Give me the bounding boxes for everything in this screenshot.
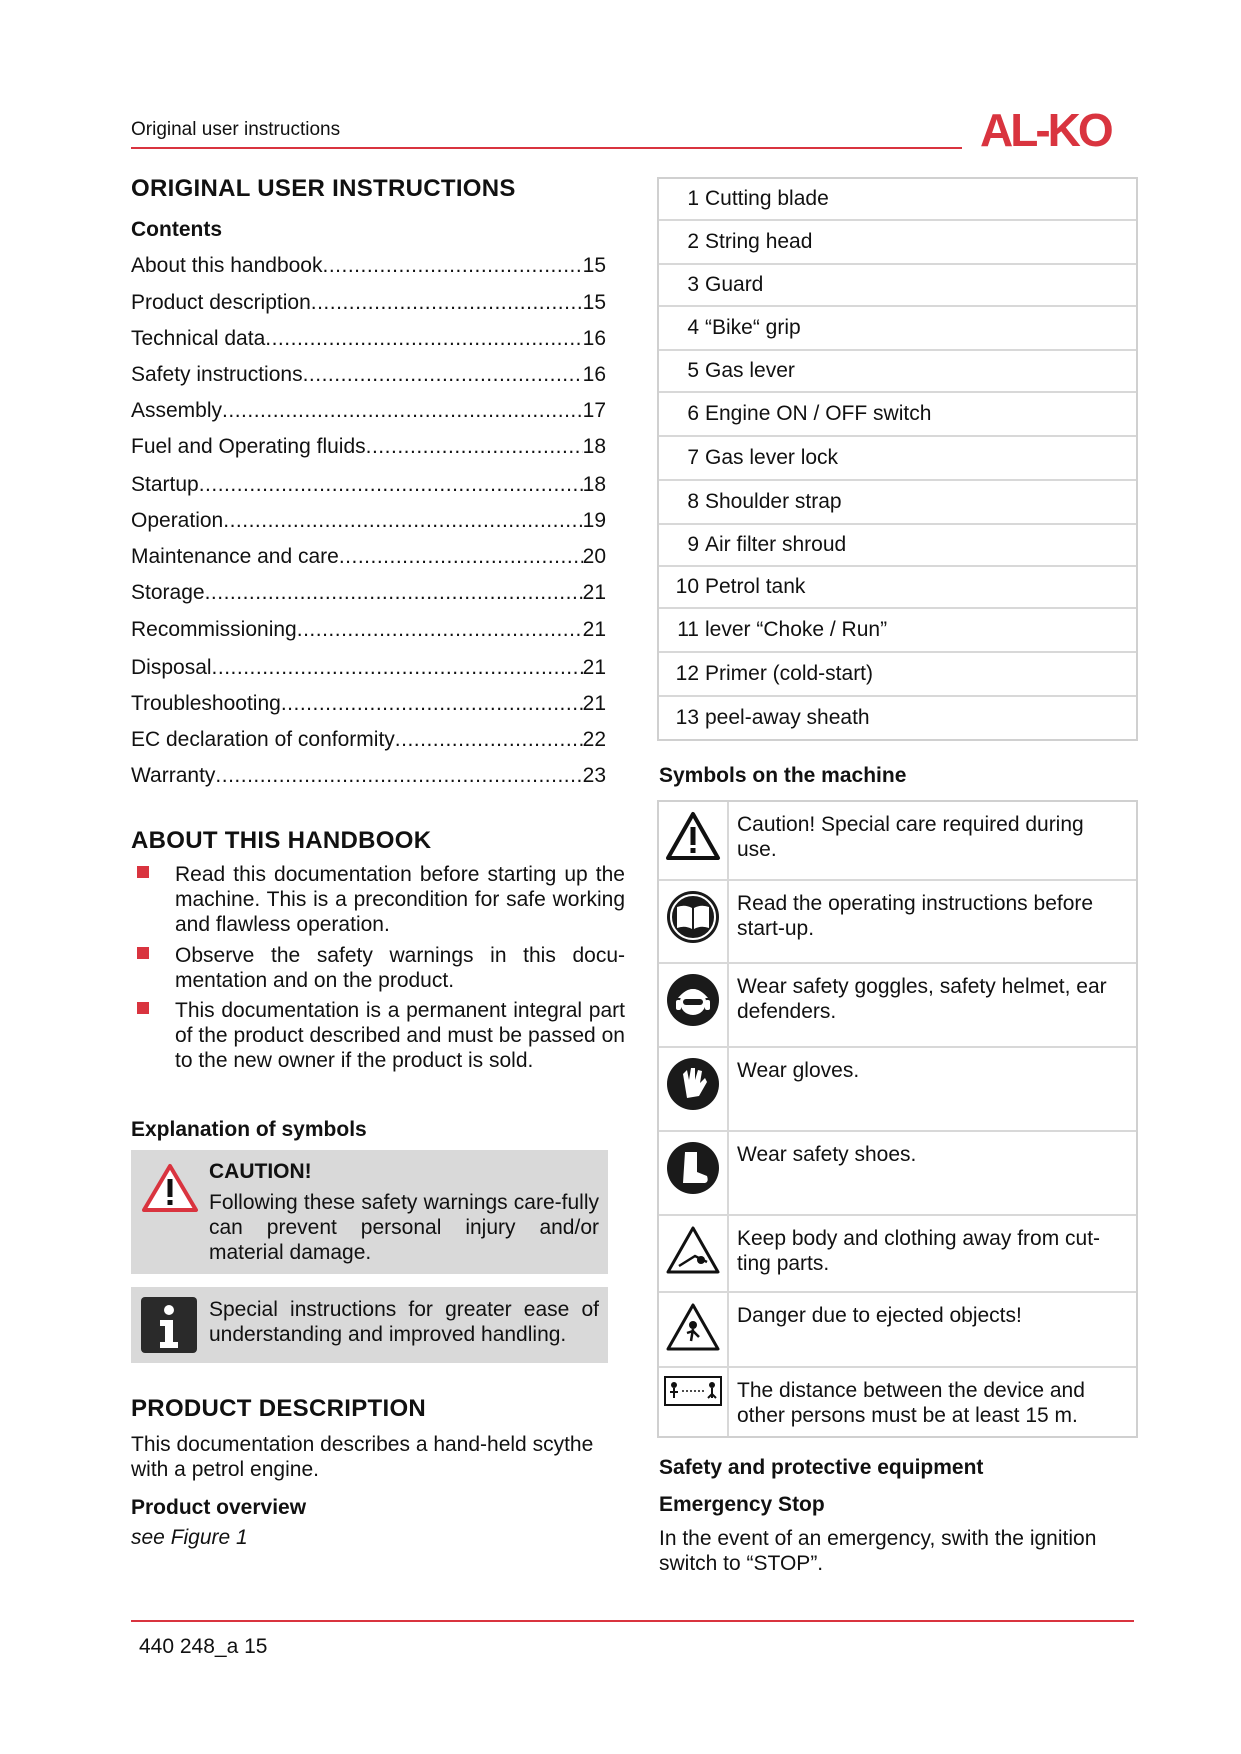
symbol-text: Wear safety shoes. xyxy=(737,1143,917,1166)
toc-entry xyxy=(131,764,606,788)
table-row xyxy=(659,1132,1136,1216)
toc-leader-dots xyxy=(395,728,583,752)
toc-entry-title: Product description xyxy=(131,291,311,314)
header-divider xyxy=(131,147,962,149)
toc-entry-title: EC declaration of conformity xyxy=(131,728,395,751)
toc-leader-dots xyxy=(303,363,583,387)
part-label: Air filter shroud xyxy=(705,533,847,556)
symbols-table xyxy=(657,800,1138,1438)
toc-entry xyxy=(131,363,606,387)
part-label: Cutting blade xyxy=(705,187,829,210)
toc-entry-title: Startup xyxy=(131,473,199,496)
caution-text: Following these safety warnings care-fully can prevent personal injury and/or material damage. xyxy=(209,1191,599,1264)
toc-entry xyxy=(131,473,606,497)
toc-entry-title: Assembly xyxy=(131,399,223,422)
table-row xyxy=(659,265,1136,307)
toc-entry-page: 16 xyxy=(582,363,606,386)
part-number: 7 xyxy=(687,446,699,469)
toc-entry xyxy=(131,509,606,533)
caution-box xyxy=(131,1150,608,1274)
toc-entry-page: 15 xyxy=(582,254,606,277)
toc-leader-dots xyxy=(366,435,583,459)
part-label: Shoulder strap xyxy=(705,490,842,513)
toc-entry-page: 19 xyxy=(582,509,606,532)
part-number: 4 xyxy=(687,316,699,339)
toc-entry xyxy=(131,728,606,752)
toc-entry-page: 21 xyxy=(582,581,606,604)
toc-leader-dots xyxy=(212,656,583,680)
toc-entry-page: 17 xyxy=(582,399,606,422)
table-row xyxy=(659,1216,1136,1293)
toc-entry xyxy=(131,545,606,569)
header-title: Original user instructions xyxy=(131,119,341,140)
part-number: 9 xyxy=(687,533,699,556)
table-row xyxy=(659,1368,1136,1436)
toc-entry xyxy=(131,581,606,605)
distance-icon xyxy=(664,1376,722,1406)
table-row xyxy=(659,1048,1136,1132)
product-heading: PRODUCT DESCRIPTION xyxy=(131,1395,427,1422)
part-number: 8 xyxy=(687,490,699,513)
bullet-marker xyxy=(137,1002,149,1014)
part-label: “Bike“ grip xyxy=(705,316,801,339)
part-label: peel-away sheath xyxy=(705,706,870,729)
toc-entry-page: 20 xyxy=(582,545,606,568)
toc-entry-page: 21 xyxy=(582,692,606,715)
toc-leader-dots xyxy=(205,581,583,605)
symbol-text: Caution! Special care required during use. xyxy=(737,813,1084,861)
table-row xyxy=(659,525,1136,567)
safety-heading: Safety and protective equipment xyxy=(659,1456,984,1479)
part-number: 2 xyxy=(687,230,699,253)
toc-entry xyxy=(131,254,606,278)
toc-leader-dots xyxy=(297,618,583,642)
part-number: 10 xyxy=(675,575,699,598)
alko-logo xyxy=(978,104,1138,152)
ppe-head-icon xyxy=(665,972,721,1028)
toc-leader-dots xyxy=(265,327,582,351)
part-label: String head xyxy=(705,230,813,253)
main-title: ORIGINAL USER INSTRUCTIONS xyxy=(131,175,516,202)
table-row xyxy=(659,307,1136,351)
symbol-text: Wear gloves. xyxy=(737,1059,860,1082)
info-icon xyxy=(141,1297,197,1353)
bullet-marker xyxy=(137,866,149,878)
table-row xyxy=(659,653,1136,697)
part-number: 3 xyxy=(687,273,699,296)
toc-entry-page: 21 xyxy=(582,618,606,641)
info-text: Special instructions for greater ease of understanding and improved handling. xyxy=(209,1298,599,1346)
part-label: Guard xyxy=(705,273,764,296)
toc-entry-title: Recommissioning xyxy=(131,618,297,641)
table-row xyxy=(659,221,1136,265)
table-row xyxy=(659,802,1136,881)
toc-entry xyxy=(131,656,606,680)
overview-reference: see Figure 1 xyxy=(131,1526,248,1549)
symbol-text: Read the operating instructions before start-up. xyxy=(737,892,1094,940)
table-row xyxy=(659,1293,1136,1368)
product-text: This documentation describes a hand-held scythe with a petrol engine. xyxy=(131,1433,594,1481)
toc-entry-title: Warranty xyxy=(131,764,216,787)
toc-entry-title: About this handbook xyxy=(131,254,323,277)
symbol-text: The distance between the device and other persons must be at least 15 m. xyxy=(737,1379,1085,1427)
ejected-objects-icon xyxy=(665,1301,721,1353)
table-row xyxy=(659,609,1136,653)
part-label: Petrol tank xyxy=(705,575,806,598)
emergency-heading: Emergency Stop xyxy=(659,1493,825,1516)
parts-table xyxy=(657,177,1138,741)
toc-entry-title: Troubleshooting xyxy=(131,692,281,715)
toc-entry xyxy=(131,618,606,642)
toc-leader-dots xyxy=(199,473,583,497)
toc-entry xyxy=(131,327,606,351)
about-bullet-2: Observe the safety warnings in this docu-mentation and on the product. xyxy=(175,944,625,992)
part-number: 6 xyxy=(687,402,699,425)
gloves-icon xyxy=(665,1056,721,1112)
footer-page-ref: 440 248_a 15 xyxy=(139,1635,268,1658)
table-row xyxy=(659,567,1136,609)
symbol-text: Wear safety goggles, safety helmet, ear defenders. xyxy=(737,975,1107,1023)
part-label: lever “Choke / Run” xyxy=(705,618,888,641)
table-row xyxy=(659,964,1136,1048)
toc-entry-page: 18 xyxy=(582,435,606,458)
toc-entry xyxy=(131,291,606,315)
toc-leader-dots xyxy=(311,291,583,315)
part-number: 1 xyxy=(687,187,699,210)
toc-entry xyxy=(131,435,606,459)
table-row xyxy=(659,881,1136,964)
toc-leader-dots xyxy=(223,509,582,533)
warning-triangle-icon xyxy=(665,810,721,862)
toc-entry-page: 21 xyxy=(582,656,606,679)
toc-entry-page: 15 xyxy=(582,291,606,314)
info-box xyxy=(131,1287,608,1363)
toc-leader-dots xyxy=(222,399,583,423)
footer-divider xyxy=(131,1620,1134,1622)
part-label: Engine ON / OFF switch xyxy=(705,402,932,425)
toc-entry-title: Maintenance and care xyxy=(131,545,339,568)
svg-text:AL-KO: AL-KO xyxy=(980,104,1111,152)
toc-leader-dots xyxy=(281,692,583,716)
toc-entry-title: Technical data xyxy=(131,327,266,350)
table-row xyxy=(659,697,1136,739)
toc-entry-title: Fuel and Operating fluids xyxy=(131,435,366,458)
symbol-text: Keep body and clothing away from cut-ting parts. xyxy=(737,1227,1101,1275)
table-row xyxy=(659,437,1136,481)
part-label: Gas lever lock xyxy=(705,446,839,469)
contents-heading: Contents xyxy=(131,218,222,241)
part-label: Primer (cold-start) xyxy=(705,662,874,685)
symbols-heading: Symbols on the machine xyxy=(659,764,907,787)
part-label: Gas lever xyxy=(705,359,795,382)
cutting-parts-icon xyxy=(665,1224,721,1276)
warning-triangle-icon xyxy=(141,1162,199,1214)
toc-entry-title: Operation xyxy=(131,509,224,532)
safety-shoes-icon xyxy=(665,1140,721,1196)
toc-entry-page: 16 xyxy=(582,327,606,350)
toc-entry xyxy=(131,692,606,716)
toc-entry-page: 18 xyxy=(582,473,606,496)
about-heading: ABOUT THIS HANDBOOK xyxy=(131,827,432,854)
emergency-text: In the event of an emergency, swith the ignition switch to “STOP”. xyxy=(659,1527,1097,1575)
part-number: 12 xyxy=(675,662,699,685)
about-bullet-1: Read this documentation before starting up the machine. This is a precondition for safe working and flawless operation. xyxy=(175,863,625,936)
part-number: 11 xyxy=(677,618,699,641)
table-row xyxy=(659,393,1136,437)
toc-entry xyxy=(131,399,606,423)
toc-leader-dots xyxy=(339,545,583,569)
toc-entry-title: Disposal xyxy=(131,656,212,679)
bullet-marker xyxy=(137,947,149,959)
toc-entry-title: Storage xyxy=(131,581,205,604)
caution-title: CAUTION! xyxy=(209,1160,312,1183)
symbol-text: Danger due to ejected objects! xyxy=(737,1304,1022,1327)
toc-entry-page: 22 xyxy=(582,728,606,751)
table-row xyxy=(659,351,1136,393)
toc-leader-dots xyxy=(322,254,582,278)
read-manual-icon xyxy=(665,889,721,945)
part-number: 13 xyxy=(675,706,699,729)
part-number: 5 xyxy=(687,359,699,382)
overview-heading: Product overview xyxy=(131,1496,307,1519)
table-row xyxy=(659,179,1136,221)
explanation-heading: Explanation of symbols xyxy=(131,1118,367,1141)
toc-entry-page: 23 xyxy=(582,764,606,787)
toc-entry-title: Safety instructions xyxy=(131,363,303,386)
table-row xyxy=(659,481,1136,525)
toc-leader-dots xyxy=(215,764,582,788)
about-bullet-3: This documentation is a permanent integral part of the product described and must be passed on to the new owner if the product is sold. xyxy=(175,999,625,1072)
